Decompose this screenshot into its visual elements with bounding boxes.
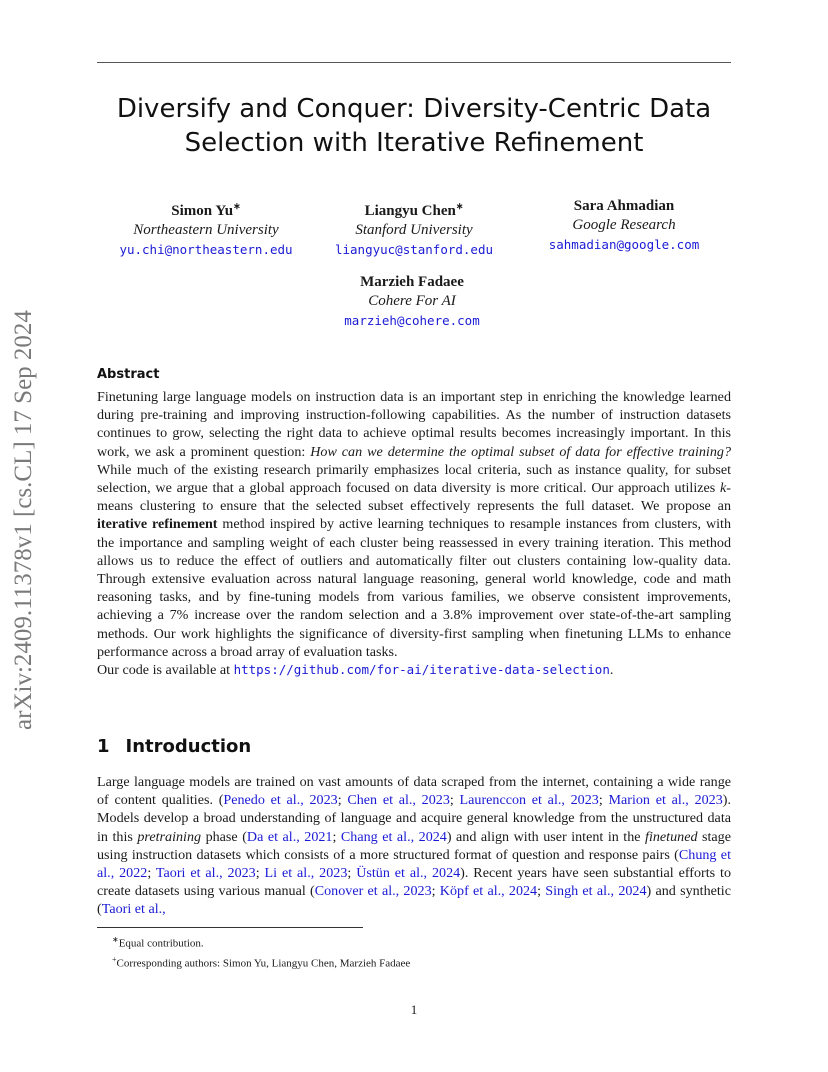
citation[interactable]: Chen et al., 2023 <box>347 792 450 809</box>
title-line-1: Diversify and Conquer: Diversity-Centric Data <box>116 94 712 124</box>
citation[interactable]: Taori et al., 2023 <box>155 865 256 882</box>
author-affiliation: Stanford University <box>355 222 473 238</box>
author-block-4 <box>297 273 527 330</box>
citation[interactable]: Laurenccon et al., 2023 <box>459 792 599 809</box>
citation[interactable]: Marion et al., 2023 <box>608 792 723 809</box>
title-line-2: Selection with Iterative Refinement <box>184 128 644 158</box>
author-email[interactable]: sahmadian@google.com <box>548 237 700 252</box>
page-number: 1 <box>410 1002 418 1017</box>
author-name: Liangyu Chen <box>364 203 456 219</box>
author-affiliation: Cohere For AI <box>368 293 456 309</box>
emphasis-term: iterative refinement <box>97 516 218 533</box>
top-rule <box>97 62 731 63</box>
section-heading-introduction <box>97 736 251 757</box>
citation[interactable]: Penedo et al., 2023 <box>223 792 338 809</box>
citation[interactable]: Taori et al., <box>101 901 166 918</box>
section-number: 1 <box>97 736 110 757</box>
author-email[interactable]: liangyuc@stanford.edu <box>334 242 494 257</box>
footnote: +Corresponding authors: Simon Yu, Liangyu Chen, Marzieh Fadaee <box>112 954 411 970</box>
arxiv-stamp: arXiv:2409.11378v1 [cs.CL] 17 Sep 2024 <box>10 310 37 730</box>
abstract-paragraph: Finetuning large language models on instruction data is an important step in enriching the knowledge learned during pre-training and improving instruction-following capabilities. As the number of instruction datasets continues to grow, selecting the right data to achieve optimal results becomes increasingly important. In this work, we ask a prominent question: How can we determine the optimal subset of data for effective training? While much of the existing research primarily emphasizes local criteria, such as instance quality, for subset selection, we argue that a global approach focused on data diversity is more critical. Our approach utilizes k-means clustering to ensure that the selected subset effectively represents the full dataset. We propose an iterative refinement method inspired by active learning techniques to resample instances from clusters, with the importance and sampling weight of each cluster being reassessed in every training iteration. This method allows us to reduce the effect of outliers and automatically filter out clusters containing low-quality data. Through extensive evaluation across natural language reasoning, general world knowledge, code and math reasoning tasks, and by fine-tuning models from various families, we observe consistent improvements, achieving a 7% increase over the random selection and a 3.8% improvement over state-of-the-art sampling methods. Our work highlights the significance of diversity-first sampling when finetuning LLMs to enhance performance across a broad array of evaluation tasks. <box>97 389 731 660</box>
citation[interactable]: Conover et al., 2023 <box>314 883 432 900</box>
author-affiliation: Northeastern University <box>133 222 279 238</box>
author-mark: ∗ <box>455 201 464 211</box>
code-link[interactable]: https://github.com/for-ai/iterative-data-selection <box>233 662 610 678</box>
citation[interactable]: Köpf et al., 2024 <box>439 883 538 900</box>
footnote-rule <box>97 927 363 928</box>
author-email[interactable]: marzieh@cohere.com <box>344 313 480 328</box>
footnotes <box>112 932 712 971</box>
author-mark: ∗ <box>233 201 241 211</box>
author-block-2 <box>299 197 529 259</box>
footnote: ∗Equal contribution. <box>112 935 204 950</box>
author-name: Marzieh Fadaee <box>360 274 464 290</box>
code-availability: Our code is available at https://github.com/for-ai/iterative-data-selection. <box>97 662 614 679</box>
introduction-paragraph: Large language models are trained on vast amounts of data scraped from the internet, containing a wide range of content qualities. (Penedo et al., 2023; Chen et al., 2023; Laurenccon et al., 2023; Marion et al., 2023). Models develop a broad understanding of language and acquire general knowledge from the unstructured data in this pretraining phase (Da et al., 2021; Chang et al., 2024) and align with user intent in the finetuned stage using instruction datasets which consists of a more structured format of question and response pairs (Chung et al., 2022; Taori et al., 2023; Li et al., 2023; Üstün et al., 2024). Recent years have seen substantial efforts to create datasets using various manual (Conover et al., 2023; Köpf et al., 2024; Singh et al., 2024) and synthetic (Taori et al., <box>97 774 732 918</box>
author-block-3 <box>509 197 739 254</box>
citation[interactable]: Chung et al., 2022 <box>97 846 731 882</box>
author-affiliation: Google Research <box>572 217 676 233</box>
abstract-heading: Abstract <box>97 367 160 382</box>
author-block-1 <box>91 197 321 259</box>
author-email[interactable]: yu.chi@northeastern.edu <box>119 242 293 257</box>
citation[interactable]: Chang et al., 2024 <box>340 828 447 845</box>
research-question: How can we determine the optimal subset of data for effective training? <box>310 443 731 460</box>
abstract-body <box>97 388 731 679</box>
paper-title <box>60 92 768 160</box>
author-name: Simon Yu <box>171 203 234 219</box>
citation[interactable]: Üstün et al., 2024 <box>356 865 461 882</box>
citation[interactable]: Da et al., 2021 <box>246 828 333 845</box>
citation[interactable]: Singh et al., 2024 <box>545 883 647 900</box>
section-title: Introduction <box>125 736 252 757</box>
author-name: Sara Ahmadian <box>573 198 675 214</box>
citation[interactable]: Li et al., 2023 <box>264 865 348 882</box>
